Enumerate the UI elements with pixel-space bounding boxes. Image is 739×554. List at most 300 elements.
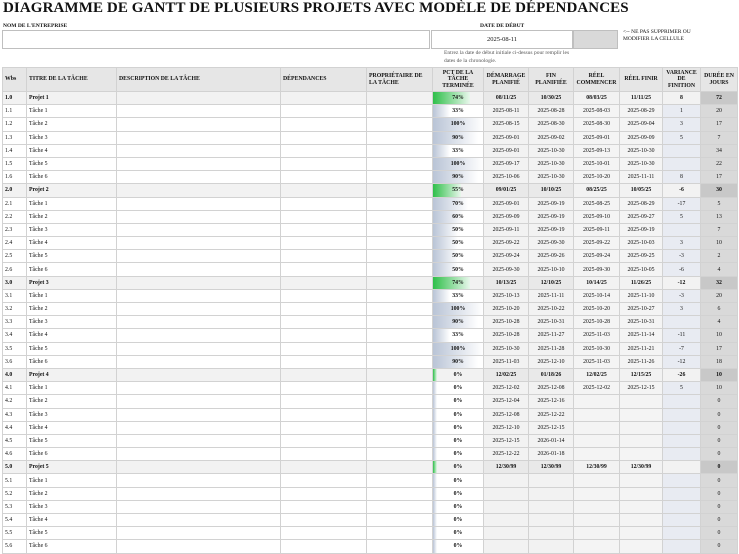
cell-task-owner[interactable] [367,210,433,223]
cell-planned-end[interactable] [529,540,574,553]
cell-planned-end[interactable]: 2025-12-16 [529,395,574,408]
cell-finish-variance[interactable]: 3 [663,237,701,250]
cell-finish-variance[interactable]: -12 [663,355,701,368]
cell-task-title[interactable]: Tâche 3 [27,223,117,236]
cell-pct-complete[interactable] [433,289,484,302]
cell-wbs[interactable]: 3.5 [3,342,27,355]
cell-task-title[interactable]: Tâche 2 [27,118,117,131]
cell-task-owner[interactable] [367,368,433,381]
cell-planned-start[interactable]: 2025-09-24 [484,250,529,263]
cell-task-owner[interactable] [367,263,433,276]
cell-planned-end[interactable]: 2025-12-15 [529,421,574,434]
cell-finish-variance[interactable] [663,421,701,434]
cell-dependencies[interactable] [281,434,367,447]
cell-task-title[interactable]: Tâche 3 [27,500,117,513]
company-name-field[interactable] [2,30,430,49]
cell-wbs[interactable]: 5.0 [3,461,27,474]
cell-actual-end[interactable] [620,408,663,421]
cell-pct-complete[interactable] [433,210,484,223]
cell-actual-start[interactable]: 2025-09-11 [574,223,620,236]
cell-task-title[interactable]: Tâche 5 [27,434,117,447]
cell-wbs[interactable]: 1.3 [3,131,27,144]
cell-duration-days[interactable]: 2 [701,250,738,263]
cell-pct-complete[interactable] [433,540,484,553]
cell-task-description[interactable] [117,342,281,355]
cell-duration-days[interactable]: 18 [701,355,738,368]
cell-actual-start[interactable]: 2025-11-03 [574,355,620,368]
cell-planned-end[interactable] [529,500,574,513]
cell-task-owner[interactable] [367,171,433,184]
cell-wbs[interactable]: 1.6 [3,171,27,184]
cell-planned-end[interactable]: 2025-11-28 [529,342,574,355]
cell-task-owner[interactable] [367,303,433,316]
cell-planned-start[interactable]: 10/13/25 [484,276,529,289]
cell-planned-end[interactable]: 2025-10-30 [529,171,574,184]
cell-task-description[interactable] [117,197,281,210]
cell-task-title[interactable]: Tâche 5 [27,342,117,355]
cell-task-description[interactable] [117,118,281,131]
cell-actual-end[interactable]: 2025-09-25 [620,250,663,263]
cell-pct-complete[interactable] [433,527,484,540]
cell-planned-start[interactable]: 2025-08-15 [484,118,529,131]
cell-finish-variance[interactable] [663,144,701,157]
cell-planned-start[interactable] [484,500,529,513]
cell-task-description[interactable] [117,461,281,474]
cell-planned-end[interactable]: 2025-10-10 [529,263,574,276]
cell-actual-start[interactable] [574,421,620,434]
cell-planned-end[interactable]: 2025-09-30 [529,237,574,250]
cell-duration-days[interactable]: 0 [701,487,738,500]
cell-wbs[interactable]: 4.0 [3,368,27,381]
cell-actual-end[interactable]: 2025-09-19 [620,223,663,236]
cell-planned-start[interactable]: 2025-12-15 [484,434,529,447]
cell-pct-complete[interactable] [433,144,484,157]
header-actual-start[interactable]: RÉEL COMMENCER [574,68,620,92]
cell-task-title[interactable]: Tâche 5 [27,157,117,170]
cell-task-description[interactable] [117,500,281,513]
cell-pct-complete[interactable] [433,237,484,250]
cell-actual-start[interactable]: 08/25/25 [574,184,620,197]
cell-planned-start[interactable]: 2025-09-30 [484,263,529,276]
cell-task-title[interactable]: Tâche 2 [27,303,117,316]
cell-actual-start[interactable]: 2025-12-02 [574,382,620,395]
cell-actual-start[interactable] [574,474,620,487]
cell-planned-end[interactable]: 2025-08-28 [529,105,574,118]
cell-actual-start[interactable] [574,395,620,408]
cell-task-title[interactable]: Projet 2 [27,184,117,197]
cell-actual-start[interactable]: 12/02/25 [574,368,620,381]
cell-wbs[interactable]: 3.1 [3,289,27,302]
cell-wbs[interactable]: 3.0 [3,276,27,289]
cell-actual-start[interactable]: 2025-10-20 [574,171,620,184]
cell-duration-days[interactable]: 7 [701,131,738,144]
cell-planned-start[interactable]: 2025-11-03 [484,355,529,368]
cell-actual-end[interactable]: 2025-10-30 [620,144,663,157]
cell-planned-end[interactable]: 2025-10-31 [529,316,574,329]
cell-actual-end[interactable]: 10/05/25 [620,184,663,197]
cell-planned-start[interactable]: 2025-09-22 [484,237,529,250]
cell-task-description[interactable] [117,421,281,434]
cell-task-owner[interactable] [367,448,433,461]
cell-duration-days[interactable]: 0 [701,527,738,540]
header-planned-start[interactable]: DÉMARRAGE PLANIFIÉ [484,68,529,92]
header-duration-days[interactable]: DURÉE EN JOURS [701,68,738,92]
cell-actual-end[interactable]: 11/26/25 [620,276,663,289]
cell-pct-complete[interactable] [433,184,484,197]
cell-task-owner[interactable] [367,250,433,263]
cell-planned-start[interactable]: 2025-09-01 [484,131,529,144]
cell-task-owner[interactable] [367,342,433,355]
cell-actual-end[interactable] [620,540,663,553]
cell-dependencies[interactable] [281,210,367,223]
cell-finish-variance[interactable]: -7 [663,342,701,355]
cell-task-description[interactable] [117,540,281,553]
cell-wbs[interactable]: 2.0 [3,184,27,197]
cell-task-description[interactable] [117,276,281,289]
cell-task-owner[interactable] [367,421,433,434]
cell-dependencies[interactable] [281,527,367,540]
header-dependencies[interactable]: DÉPENDANCES [281,68,367,92]
header-wbs[interactable]: Wbs [3,68,27,92]
cell-actual-end[interactable]: 11/11/25 [620,92,663,105]
cell-planned-start[interactable]: 2025-12-10 [484,421,529,434]
cell-task-description[interactable] [117,408,281,421]
cell-actual-start[interactable]: 2025-09-24 [574,250,620,263]
cell-duration-days[interactable]: 4 [701,263,738,276]
cell-task-title[interactable]: Tâche 1 [27,474,117,487]
cell-actual-end[interactable]: 12/30/99 [620,461,663,474]
cell-dependencies[interactable] [281,487,367,500]
cell-pct-complete[interactable] [433,223,484,236]
cell-actual-end[interactable] [620,500,663,513]
cell-actual-start[interactable]: 2025-10-28 [574,316,620,329]
cell-duration-days[interactable]: 17 [701,342,738,355]
cell-duration-days[interactable]: 0 [701,514,738,527]
cell-planned-start[interactable]: 2025-12-22 [484,448,529,461]
cell-wbs[interactable]: 3.6 [3,355,27,368]
cell-task-title[interactable]: Tâche 4 [27,421,117,434]
cell-actual-end[interactable]: 2025-08-29 [620,105,663,118]
cell-planned-start[interactable]: 2025-09-11 [484,223,529,236]
cell-finish-variance[interactable] [663,434,701,447]
cell-actual-end[interactable]: 2025-11-21 [620,342,663,355]
cell-task-description[interactable] [117,131,281,144]
cell-duration-days[interactable]: 0 [701,540,738,553]
cell-task-owner[interactable] [367,316,433,329]
cell-duration-days[interactable]: 13 [701,210,738,223]
cell-dependencies[interactable] [281,250,367,263]
cell-planned-start[interactable]: 2025-09-01 [484,197,529,210]
cell-task-description[interactable] [117,434,281,447]
cell-dependencies[interactable] [281,237,367,250]
cell-planned-end[interactable]: 2026-01-18 [529,448,574,461]
cell-wbs[interactable]: 5.6 [3,540,27,553]
cell-task-title[interactable]: Tâche 6 [27,171,117,184]
cell-task-title[interactable]: Tâche 4 [27,514,117,527]
cell-dependencies[interactable] [281,540,367,553]
cell-pct-complete[interactable] [433,276,484,289]
cell-dependencies[interactable] [281,408,367,421]
cell-task-title[interactable]: Tâche 4 [27,237,117,250]
cell-dependencies[interactable] [281,461,367,474]
cell-task-description[interactable] [117,210,281,223]
cell-task-title[interactable]: Tâche 1 [27,197,117,210]
cell-finish-variance[interactable]: -6 [663,263,701,276]
cell-actual-end[interactable]: 2025-11-10 [620,289,663,302]
cell-planned-start[interactable]: 12/02/25 [484,368,529,381]
cell-actual-end[interactable] [620,527,663,540]
cell-wbs[interactable]: 2.6 [3,263,27,276]
cell-duration-days[interactable]: 7 [701,223,738,236]
cell-finish-variance[interactable]: -26 [663,368,701,381]
cell-dependencies[interactable] [281,500,367,513]
cell-planned-end[interactable]: 12/30/99 [529,461,574,474]
cell-task-description[interactable] [117,237,281,250]
cell-actual-start[interactable]: 2025-10-01 [574,157,620,170]
cell-duration-days[interactable]: 0 [701,421,738,434]
cell-finish-variance[interactable] [663,157,701,170]
cell-actual-end[interactable]: 2025-09-09 [620,131,663,144]
cell-pct-complete[interactable] [433,157,484,170]
cell-task-title[interactable]: Tâche 6 [27,263,117,276]
cell-actual-start[interactable]: 10/14/25 [574,276,620,289]
cell-task-description[interactable] [117,184,281,197]
cell-task-title[interactable]: Tâche 3 [27,131,117,144]
cell-task-title[interactable]: Tâche 4 [27,329,117,342]
cell-finish-variance[interactable] [663,461,701,474]
cell-duration-days[interactable]: 34 [701,144,738,157]
cell-planned-end[interactable]: 2025-12-22 [529,408,574,421]
cell-planned-end[interactable] [529,487,574,500]
cell-pct-complete[interactable] [433,368,484,381]
cell-finish-variance[interactable]: 5 [663,131,701,144]
cell-task-owner[interactable] [367,237,433,250]
cell-duration-days[interactable]: 30 [701,184,738,197]
cell-duration-days[interactable]: 0 [701,474,738,487]
header-planned-end[interactable]: FIN PLANIFIÉE [529,68,574,92]
cell-actual-start[interactable]: 2025-08-30 [574,118,620,131]
cell-finish-variance[interactable]: -12 [663,276,701,289]
cell-actual-end[interactable]: 2025-10-05 [620,263,663,276]
cell-task-title[interactable]: Tâche 6 [27,355,117,368]
cell-planned-start[interactable] [484,527,529,540]
cell-planned-end[interactable]: 2025-12-08 [529,382,574,395]
cell-wbs[interactable]: 2.2 [3,210,27,223]
cell-task-description[interactable] [117,250,281,263]
header-pct-complete[interactable]: PCT DE LA TÂCHE TERMINÉE [433,68,484,92]
cell-wbs[interactable]: 2.3 [3,223,27,236]
cell-pct-complete[interactable] [433,303,484,316]
cell-dependencies[interactable] [281,382,367,395]
cell-dependencies[interactable] [281,303,367,316]
cell-planned-start[interactable]: 2025-12-02 [484,382,529,395]
cell-planned-end[interactable]: 01/18/26 [529,368,574,381]
cell-wbs[interactable]: 2.5 [3,250,27,263]
cell-planned-end[interactable]: 2025-11-27 [529,329,574,342]
cell-dependencies[interactable] [281,144,367,157]
cell-duration-days[interactable]: 10 [701,237,738,250]
cell-finish-variance[interactable] [663,527,701,540]
cell-actual-end[interactable] [620,487,663,500]
cell-task-owner[interactable] [367,92,433,105]
cell-task-description[interactable] [117,382,281,395]
cell-dependencies[interactable] [281,474,367,487]
cell-dependencies[interactable] [281,92,367,105]
cell-wbs[interactable]: 1.0 [3,92,27,105]
cell-planned-end[interactable]: 2025-10-30 [529,157,574,170]
cell-actual-start[interactable]: 2025-09-10 [574,210,620,223]
cell-actual-end[interactable]: 2025-08-29 [620,197,663,210]
cell-actual-end[interactable]: 2025-09-04 [620,118,663,131]
cell-finish-variance[interactable] [663,474,701,487]
cell-actual-start[interactable] [574,540,620,553]
cell-pct-complete[interactable] [433,92,484,105]
cell-planned-start[interactable]: 2025-10-30 [484,342,529,355]
cell-pct-complete[interactable] [433,263,484,276]
cell-task-title[interactable]: Tâche 2 [27,210,117,223]
cell-wbs[interactable]: 5.2 [3,487,27,500]
cell-duration-days[interactable]: 0 [701,461,738,474]
cell-duration-days[interactable]: 17 [701,118,738,131]
cell-duration-days[interactable]: 22 [701,157,738,170]
start-date-field[interactable]: 2025-08-11 [431,30,573,49]
cell-task-description[interactable] [117,303,281,316]
cell-finish-variance[interactable]: 5 [663,382,701,395]
cell-pct-complete[interactable] [433,448,484,461]
cell-dependencies[interactable] [281,184,367,197]
cell-task-owner[interactable] [367,144,433,157]
cell-finish-variance[interactable]: -11 [663,329,701,342]
cell-actual-start[interactable]: 2025-10-14 [574,289,620,302]
cell-finish-variance[interactable] [663,487,701,500]
cell-planned-end[interactable]: 10/10/25 [529,184,574,197]
cell-task-title[interactable]: Tâche 3 [27,316,117,329]
cell-wbs[interactable]: 4.3 [3,408,27,421]
cell-task-description[interactable] [117,316,281,329]
cell-dependencies[interactable] [281,118,367,131]
cell-actual-start[interactable] [574,448,620,461]
cell-actual-end[interactable]: 2025-10-27 [620,303,663,316]
cell-planned-start[interactable]: 2025-10-28 [484,316,529,329]
cell-finish-variance[interactable] [663,223,701,236]
cell-task-owner[interactable] [367,434,433,447]
cell-task-owner[interactable] [367,461,433,474]
header-finish-variance[interactable]: VARIANCE DE FINITION [663,68,701,92]
cell-duration-days[interactable]: 17 [701,171,738,184]
cell-duration-days[interactable]: 10 [701,382,738,395]
cell-task-description[interactable] [117,448,281,461]
cell-dependencies[interactable] [281,171,367,184]
cell-task-title[interactable]: Tâche 6 [27,540,117,553]
cell-planned-end[interactable]: 2025-08-30 [529,118,574,131]
cell-wbs[interactable]: 3.2 [3,303,27,316]
cell-task-description[interactable] [117,487,281,500]
cell-planned-start[interactable]: 09/01/25 [484,184,529,197]
cell-task-description[interactable] [117,514,281,527]
cell-finish-variance[interactable] [663,500,701,513]
cell-finish-variance[interactable]: 5 [663,210,701,223]
cell-actual-end[interactable]: 2025-10-30 [620,157,663,170]
cell-planned-start[interactable]: 2025-09-01 [484,144,529,157]
header-task-owner[interactable]: PROPRIÉTAIRE DE LA TÂCHE [367,68,433,92]
cell-dependencies[interactable] [281,263,367,276]
cell-task-description[interactable] [117,368,281,381]
cell-duration-days[interactable]: 0 [701,408,738,421]
cell-finish-variance[interactable] [663,395,701,408]
cell-wbs[interactable]: 4.4 [3,421,27,434]
cell-actual-end[interactable]: 2025-10-31 [620,316,663,329]
cell-dependencies[interactable] [281,223,367,236]
cell-task-title[interactable]: Projet 3 [27,276,117,289]
cell-planned-start[interactable] [484,474,529,487]
cell-planned-start[interactable]: 2025-09-09 [484,210,529,223]
cell-planned-end[interactable]: 10/30/25 [529,92,574,105]
cell-finish-variance[interactable] [663,514,701,527]
header-actual-end[interactable]: RÉEL FINIR [620,68,663,92]
cell-pct-complete[interactable] [433,197,484,210]
cell-pct-complete[interactable] [433,514,484,527]
cell-task-title[interactable]: Tâche 2 [27,487,117,500]
cell-finish-variance[interactable]: -3 [663,289,701,302]
cell-wbs[interactable]: 4.1 [3,382,27,395]
cell-finish-variance[interactable] [663,316,701,329]
cell-planned-end[interactable]: 2025-11-11 [529,289,574,302]
cell-actual-start[interactable]: 2025-08-25 [574,197,620,210]
cell-actual-start[interactable] [574,527,620,540]
cell-dependencies[interactable] [281,421,367,434]
cell-dependencies[interactable] [281,105,367,118]
cell-pct-complete[interactable] [433,105,484,118]
cell-planned-end[interactable] [529,527,574,540]
cell-duration-days[interactable]: 72 [701,92,738,105]
cell-finish-variance[interactable]: -17 [663,197,701,210]
cell-actual-end[interactable]: 2025-11-14 [620,329,663,342]
cell-actual-end[interactable] [620,514,663,527]
cell-task-owner[interactable] [367,500,433,513]
cell-actual-start[interactable]: 2025-10-30 [574,342,620,355]
cell-wbs[interactable]: 4.5 [3,434,27,447]
cell-actual-end[interactable]: 12/15/25 [620,368,663,381]
cell-pct-complete[interactable] [433,118,484,131]
cell-duration-days[interactable]: 4 [701,316,738,329]
cell-duration-days[interactable]: 5 [701,197,738,210]
cell-planned-start[interactable]: 08/11/25 [484,92,529,105]
cell-planned-start[interactable] [484,540,529,553]
cell-wbs[interactable]: 1.2 [3,118,27,131]
cell-pct-complete[interactable] [433,131,484,144]
cell-planned-end[interactable]: 2026-01-14 [529,434,574,447]
cell-pct-complete[interactable] [433,382,484,395]
cell-planned-start[interactable]: 2025-10-13 [484,289,529,302]
cell-planned-start[interactable]: 12/30/99 [484,461,529,474]
cell-planned-start[interactable]: 2025-08-11 [484,105,529,118]
cell-planned-end[interactable]: 2025-10-30 [529,144,574,157]
cell-task-description[interactable] [117,355,281,368]
cell-actual-start[interactable]: 2025-09-22 [574,237,620,250]
cell-task-owner[interactable] [367,157,433,170]
cell-duration-days[interactable]: 10 [701,329,738,342]
cell-dependencies[interactable] [281,395,367,408]
cell-wbs[interactable]: 4.6 [3,448,27,461]
cell-dependencies[interactable] [281,131,367,144]
cell-planned-end[interactable]: 2025-09-26 [529,250,574,263]
cell-dependencies[interactable] [281,289,367,302]
cell-wbs[interactable]: 1.4 [3,144,27,157]
cell-dependencies[interactable] [281,342,367,355]
cell-actual-end[interactable]: 2025-10-03 [620,237,663,250]
cell-task-description[interactable] [117,329,281,342]
cell-task-owner[interactable] [367,184,433,197]
